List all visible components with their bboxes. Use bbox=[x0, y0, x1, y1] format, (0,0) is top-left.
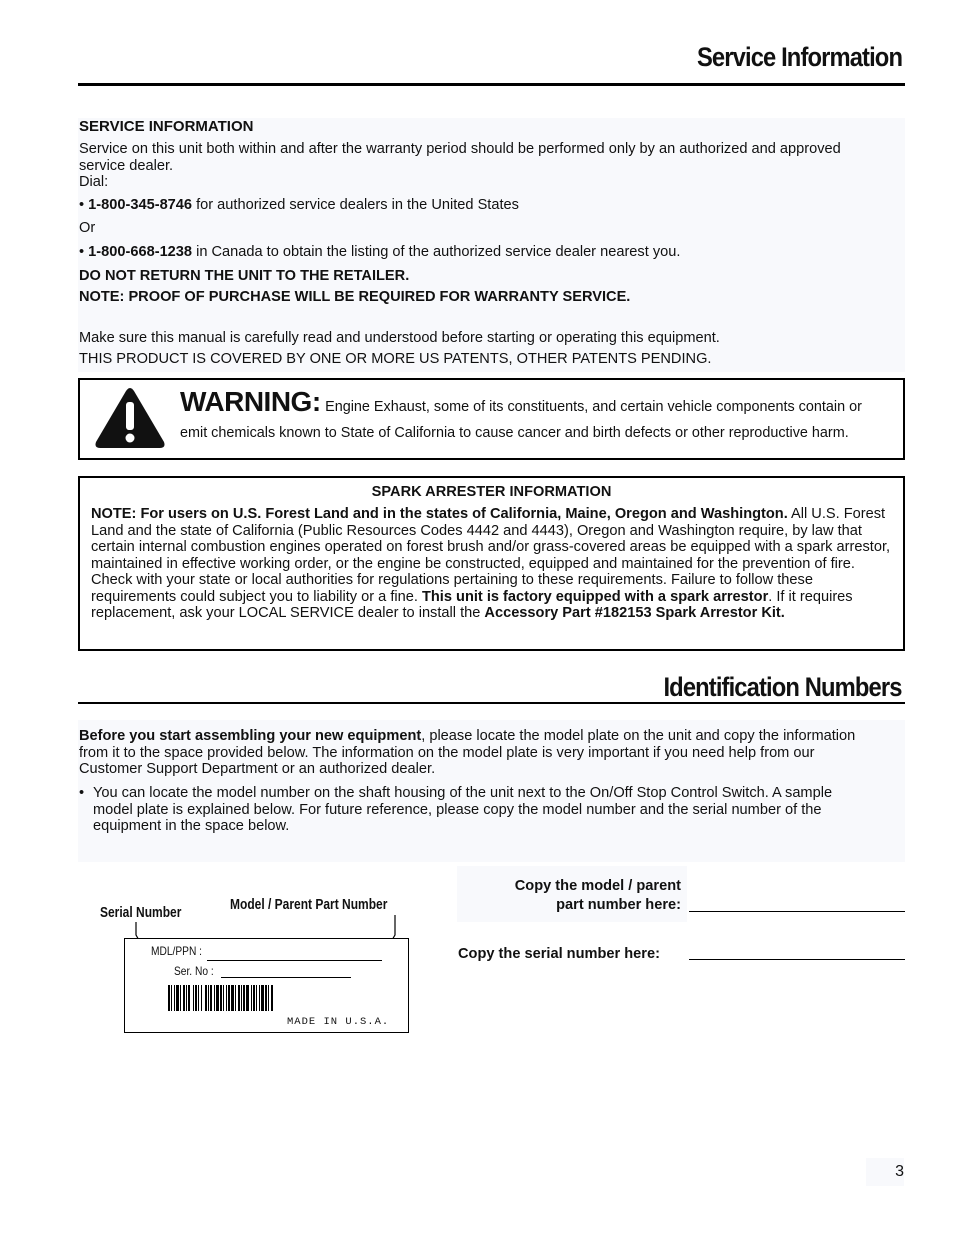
identification-intro-text: , please locate the model plate on the unit and copy the information from it to the space provided below. The information on the model plate is very important if you need help from our Customer Support Department or an authorized dealer. bbox=[79, 728, 856, 777]
spark-factory-note: This unit is factory equipped with a spark arrestor bbox=[421, 588, 769, 605]
bullet: • bbox=[79, 244, 85, 260]
service-intro: Service on this unit both within and after the warranty period should be performed only by an authorized and approved service dealer. bbox=[79, 141, 841, 174]
spark-note: NOTE: For users on U.S. Forest Land and in the states of California, Maine, Oregon and Washington. bbox=[91, 506, 788, 522]
model-number-callout: Model / Parent Part Number bbox=[230, 896, 388, 913]
mdl-ppn-line bbox=[207, 960, 382, 961]
serial-number-callout: Serial Number bbox=[100, 904, 182, 921]
copy-serial-label: Copy the serial number here: bbox=[458, 946, 660, 962]
return-notice: DO NOT RETURN THE UNIT TO THE RETAILER. bbox=[79, 268, 410, 284]
identification-intro-bold: Before you start assembling your new equipment bbox=[79, 728, 422, 744]
proof-notice: NOTE: PROOF OF PURCHASE WILL BE REQUIRED FOR WARRANTY SERVICE. bbox=[79, 289, 631, 305]
copy-model-label-1: Copy the model / parent bbox=[514, 878, 681, 894]
identification-bullet-text: You can locate the model number on the shaft housing of the unit next to the On/Off Stop Control Switch. A sample model plate is explained below. For future reference, please copy the model number and the serial number of the equipment in the space below. bbox=[93, 785, 833, 834]
made-in-label: MADE IN U.S.A. bbox=[287, 1016, 390, 1028]
or-text: Or bbox=[79, 220, 96, 236]
canada-phone-text: in Canada to obtain the listing of the authorized service dealer nearest you. bbox=[192, 244, 681, 260]
model-plate bbox=[124, 938, 409, 1033]
us-phone-text: for authorized service dealers in the United States bbox=[192, 197, 519, 213]
manual-note: Make sure this manual is carefully read and understood before starting or operating this equipment. bbox=[79, 330, 720, 346]
identification-title: Identification Numbers bbox=[663, 672, 902, 702]
warning-label: WARNING: bbox=[180, 386, 321, 417]
spark-body-2: . If it requires replacement, ask your LOCAL SERVICE dealer to install the bbox=[91, 588, 853, 621]
warning-text-1: Engine Exhaust, some of its constituents, and certain vehicle components contain or bbox=[325, 399, 862, 415]
page-title: Service Information bbox=[696, 42, 902, 72]
barcode-icon bbox=[168, 985, 373, 1011]
serial-number-input-line[interactable] bbox=[689, 959, 905, 960]
page-number: 3 bbox=[895, 1163, 904, 1180]
us-phone-number: 1-800-345-8746 bbox=[88, 197, 193, 213]
spark-part-number: Accessory Part #182153 Spark Arrestor Kit. bbox=[484, 605, 785, 621]
warning-text-2: emit chemicals known to State of California to cause cancer and birth defects or other reproductive harm. bbox=[180, 425, 849, 441]
bullet: • bbox=[79, 785, 85, 801]
serial-line bbox=[221, 977, 351, 978]
bullet: • bbox=[79, 197, 85, 213]
spark-heading: SPARK ARRESTER INFORMATION bbox=[371, 484, 612, 500]
copy-model-label-2: part number here: bbox=[556, 897, 681, 913]
service-heading: SERVICE INFORMATION bbox=[79, 118, 254, 135]
spark-body-1: All U.S. Forest Land and the state of California (Public Resources Codes 4442 and 4443), Oregon and Washington require, by law that certain internal combustion engines operated on forest brush and/or grass-covered areas be equipped with a spark arrestor, maintained in effective working order, or the engine be constructed, equipped and maintained for the prevention of fire. Check with your state or local authorities for regulations pertaining to these requirements. Failure to follow these requirements could subject you to liability or a fine. bbox=[91, 506, 891, 605]
serial-field: Ser. No : bbox=[174, 964, 214, 978]
dial-label: Dial: bbox=[79, 174, 109, 190]
patent-note: THIS PRODUCT IS COVERED BY ONE OR MORE US PATENTS, OTHER PATENTS PENDING. bbox=[79, 351, 712, 367]
mdl-ppn-field: MDL/PPN : bbox=[151, 944, 203, 958]
model-number-input-line[interactable] bbox=[689, 911, 905, 912]
canada-phone-number: 1-800-668-1238 bbox=[88, 244, 193, 260]
